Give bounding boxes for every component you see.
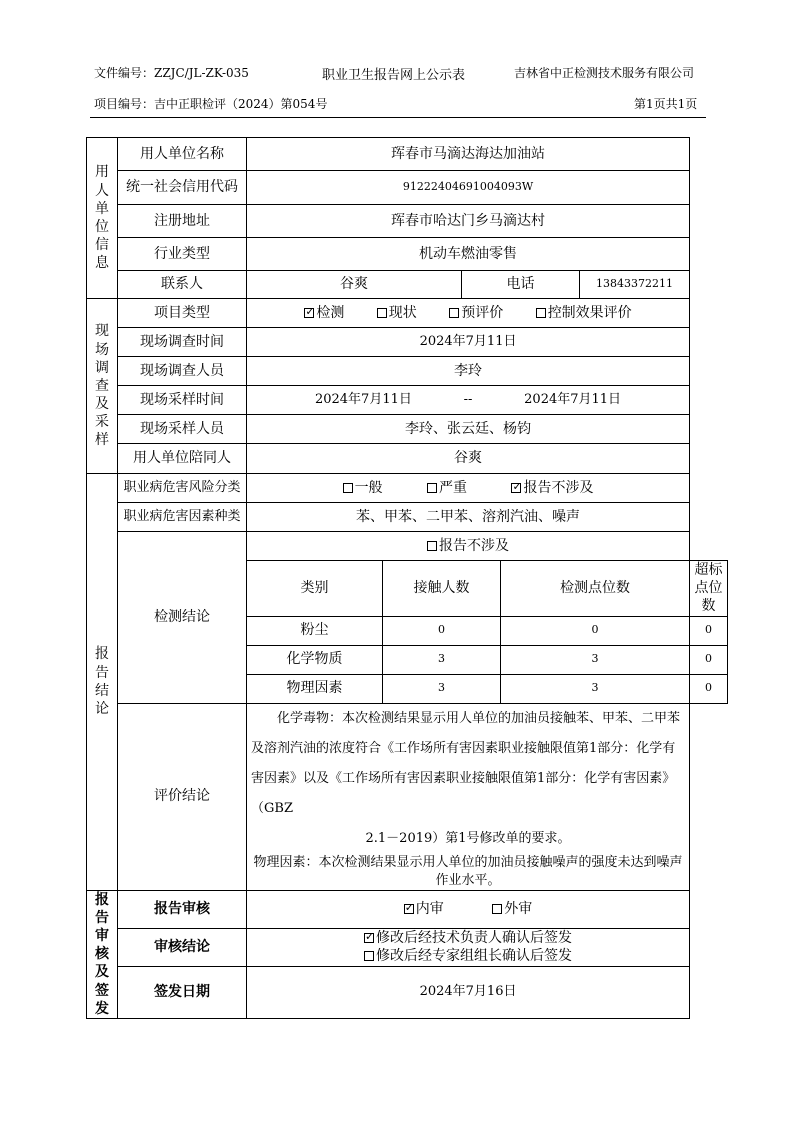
industry-value: 机动车燃油零售 <box>247 238 690 271</box>
checkbox-checked-icon <box>364 933 374 943</box>
section-review-signoff: 报 告 审 核 及 签 发 <box>87 890 118 1018</box>
issue-date-label: 签发日期 <box>118 966 247 1018</box>
section-employer-info: 用 人 单 位 信 息 <box>87 138 118 299</box>
checkbox-empty-icon <box>364 951 374 961</box>
companion-label: 用人单位陪同人 <box>118 444 247 474</box>
survey-time-value: 2024年7月11日 <box>247 328 690 357</box>
row-employer-name <box>87 138 728 171</box>
phone-value: 13843372211 <box>580 271 690 299</box>
sampling-time-label: 现场采样时间 <box>118 386 247 415</box>
issue-date-value: 2024年7月16日 <box>247 966 690 1018</box>
checkbox-empty-icon <box>427 541 437 551</box>
checkbox-empty-icon <box>427 483 437 493</box>
surveyor-label: 现场调查人员 <box>118 357 247 386</box>
employer-name-label: 用人单位名称 <box>118 138 247 171</box>
sampling-end: 2024年7月11日 <box>524 391 622 407</box>
detection-conclusion-label: 检测结论 <box>118 532 247 704</box>
row-industry <box>87 238 728 271</box>
option-pre-evaluation[interactable]: 预评价 <box>449 304 503 322</box>
contact-value: 谷爽 <box>247 271 462 299</box>
row-review <box>87 890 728 928</box>
row-samplers <box>87 415 728 444</box>
review-result-label: 审核结论 <box>118 928 247 966</box>
header-divider <box>90 117 706 118</box>
option-status[interactable]: 现状 <box>377 304 417 322</box>
table-cell: 粉尘 <box>247 616 383 645</box>
option-expert-lead-approval[interactable]: 修改后经专家组组长确认后签发 <box>364 947 572 965</box>
credit-code-value: 91222404691004093W <box>247 171 690 205</box>
evaluation-physical: 物理因素：本次检测结果显示用人单位的加油员接触噪声的强度未达到噪声作业水平。 <box>253 854 683 888</box>
option-internal-review[interactable]: ✓ 内审 <box>404 900 444 918</box>
section-report-conclusion: 报 告 结 论 <box>87 474 118 891</box>
table-cell: 0 <box>501 616 690 645</box>
checkbox-checked-icon <box>511 483 521 493</box>
col-header-exposed: 接触人数 <box>383 561 501 617</box>
row-address <box>87 205 728 238</box>
checkbox-checked-icon <box>304 308 314 318</box>
project-number: 项目编号：吉中正职检评（2024）第054号 <box>94 97 328 111</box>
employer-name-value: 珲春市马滴达海达加油站 <box>247 138 690 171</box>
review-label: 报告审核 <box>118 890 247 928</box>
row-surveyor <box>87 357 728 386</box>
row-project-type <box>87 299 728 328</box>
evaluation-chemical-cont: 2.1－2019）第1号修改单的要求。 <box>365 830 571 846</box>
col-header-exceeding: 超标点位数 <box>690 561 728 617</box>
address-label: 注册地址 <box>118 205 247 238</box>
company-name: 吉林省中正检测技术服务有限公司 <box>514 66 695 80</box>
row-credit-code <box>87 171 728 205</box>
row-sampling-time <box>87 386 728 415</box>
credit-code-label: 统一社会信用代码 <box>118 171 247 205</box>
disclosure-table <box>86 137 728 1019</box>
checkbox-empty-icon <box>343 483 353 493</box>
review-result-options <box>247 928 690 966</box>
phone-label: 电话 <box>462 271 580 299</box>
checkbox-empty-icon <box>377 308 387 318</box>
hazard-factors-label: 职业病危害因素种类 <box>118 503 247 532</box>
sampling-start: 2024年7月11日 <box>314 391 412 407</box>
address-value: 珲春市哈达门乡马滴达村 <box>247 205 690 238</box>
detection-not-involved-option[interactable]: 报告不涉及 <box>247 532 690 561</box>
table-cell: 0 <box>690 616 728 645</box>
evaluation-text <box>247 703 690 890</box>
project-type-options <box>247 299 690 328</box>
row-review-result <box>87 928 728 966</box>
table-cell: 3 <box>501 674 690 703</box>
section-survey-sampling: 现 场 调 查 及 采 样 <box>87 299 118 474</box>
row-hazard-factors <box>87 503 728 532</box>
table-cell: 0 <box>690 674 728 703</box>
option-tech-lead-approval[interactable]: ✓修改后经技术负责人确认后签发 <box>364 929 572 947</box>
row-evaluation <box>87 703 728 890</box>
option-not-involved[interactable]: ✓ 报告不涉及 <box>511 479 593 497</box>
col-header-category: 类别 <box>247 561 383 617</box>
companion-value: 谷爽 <box>247 444 690 474</box>
table-cell: 化学物质 <box>247 645 383 674</box>
review-options <box>247 890 690 928</box>
contact-label: 联系人 <box>118 271 247 299</box>
row-detection-not-involved <box>87 532 728 561</box>
evaluation-chemical: 化学毒物：本次检测结果显示用人单位的加油员接触苯、甲苯、二甲苯及溶剂汽油的浓度符合《工作场所有害因素职业接触限值第1部分：化学有害因素》以及《工作场所有害因素职业接触限值第1部分：化学有害因素》（GBZ <box>251 710 681 816</box>
hazard-factors-value: 苯、甲苯、二甲苯、溶剂汽油、噪声 <box>247 503 690 532</box>
document-number: 文件编号：ZZJC/JL-ZK-035 <box>94 66 249 80</box>
table-cell: 3 <box>383 674 501 703</box>
table-cell: 0 <box>690 645 728 674</box>
table-cell: 0 <box>383 616 501 645</box>
checkbox-empty-icon <box>536 308 546 318</box>
page-indicator: 第1页共1页 <box>634 97 698 111</box>
sampler-label: 现场采样人员 <box>118 415 247 444</box>
option-external-review[interactable]: 外审 <box>492 900 532 918</box>
survey-time-label: 现场调查时间 <box>118 328 247 357</box>
row-companion <box>87 444 728 474</box>
surveyor-value: 李玲 <box>247 357 690 386</box>
table-cell: 物理因素 <box>247 674 383 703</box>
row-contact <box>87 271 728 299</box>
sampling-time-value <box>247 386 690 415</box>
project-type-label: 项目类型 <box>118 299 247 328</box>
risk-class-label: 职业病危害风险分类 <box>118 474 247 503</box>
table-cell: 3 <box>383 645 501 674</box>
document-title: 职业卫生报告网上公示表 <box>322 68 466 83</box>
col-header-points: 检测点位数 <box>501 561 690 617</box>
sampler-value: 李玲、张云廷、杨钧 <box>247 415 690 444</box>
table-cell: 3 <box>501 645 690 674</box>
option-serious[interactable]: 严重 <box>427 479 467 497</box>
checkbox-empty-icon <box>449 308 459 318</box>
risk-class-options <box>247 474 690 503</box>
sampling-separator: -- <box>463 391 473 407</box>
row-issue-date <box>87 966 728 1018</box>
checkbox-empty-icon <box>492 904 502 914</box>
row-survey-time <box>87 328 728 357</box>
checkbox-checked-icon <box>404 904 414 914</box>
industry-label: 行业类型 <box>118 238 247 271</box>
row-risk-class <box>87 474 728 503</box>
option-control-effect[interactable]: 控制效果评价 <box>536 304 632 322</box>
option-general[interactable]: 一般 <box>343 479 383 497</box>
evaluation-label: 评价结论 <box>118 703 247 890</box>
option-detection[interactable]: ✓ 检测 <box>304 304 344 322</box>
